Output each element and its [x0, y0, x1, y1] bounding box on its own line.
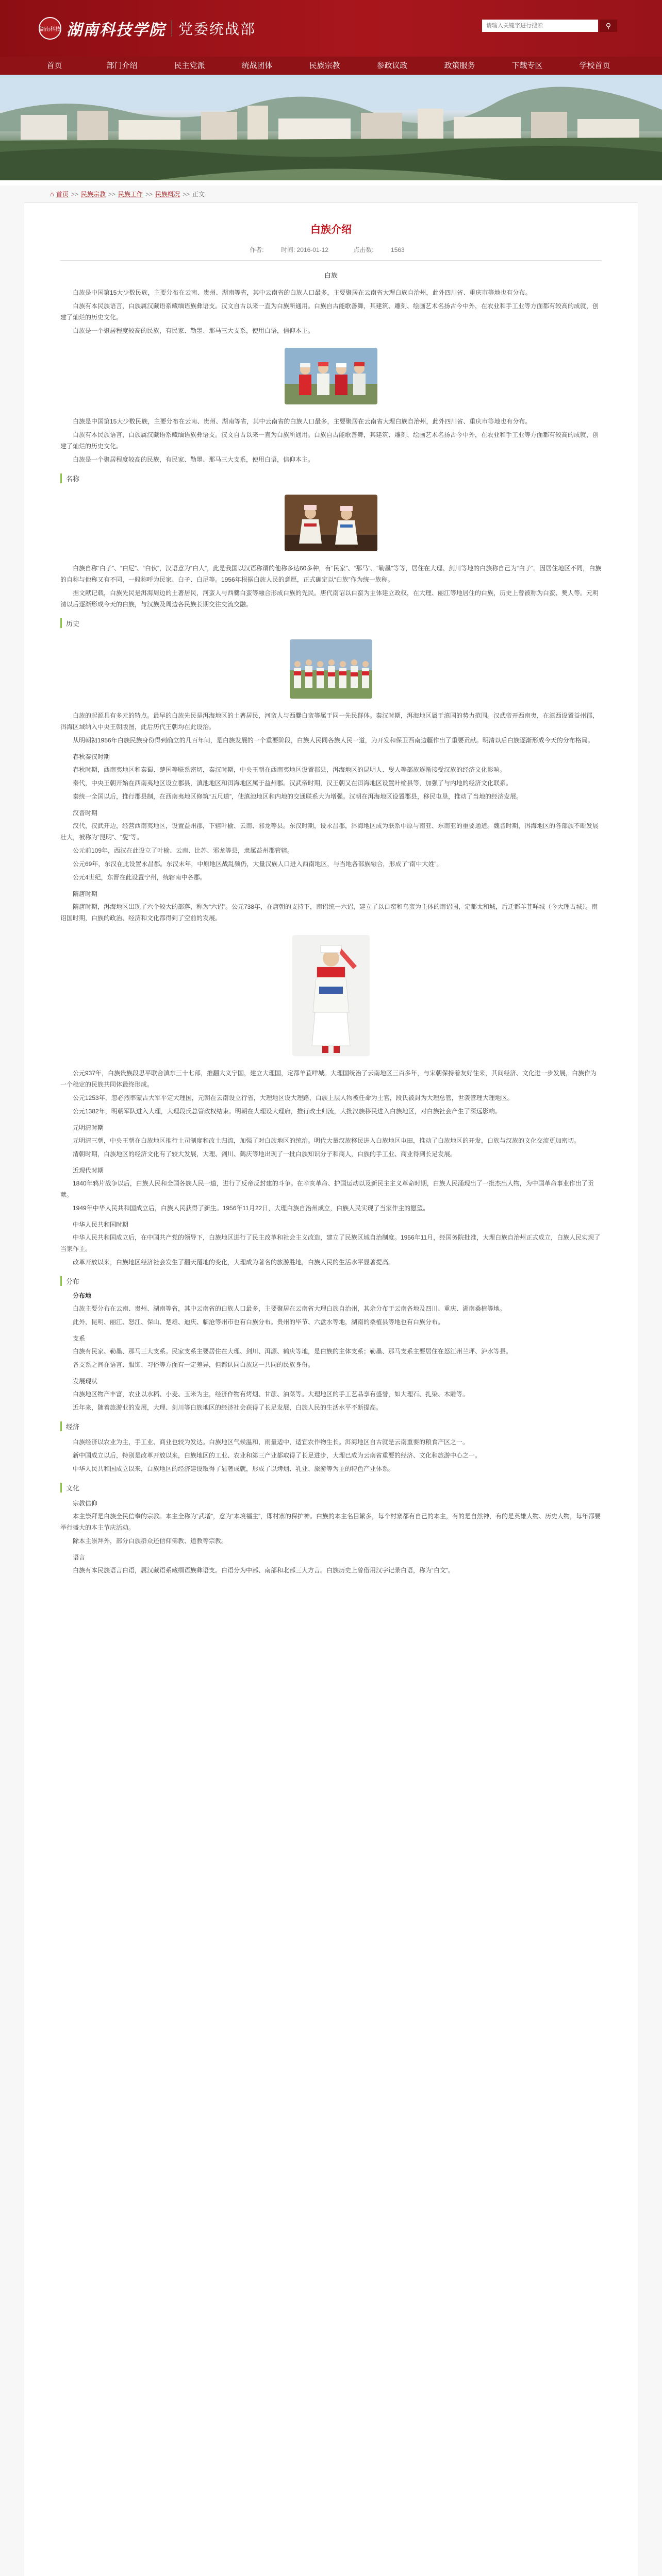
publish-time: 时间: 2016-01-12 — [280, 246, 328, 253]
paragraph: 中华人民共和国成立以来，白族地区的经济建设取得了显著成就，形成了以烤烟、乳业、旅游等为主的特色产业体系。 — [73, 1465, 395, 1472]
section-heading-name: 名称 — [60, 473, 602, 483]
paragraph: 白族是中国第15大少数民族，主要分布在云南、贵州、湖南等省，其中云南省的白族人口最多，主要聚居在云南省大理白族自治州，此外四川省、重庆市等地也有分布。 — [73, 289, 532, 296]
section-heading-economy: 经济 — [60, 1421, 602, 1431]
breadcrumb-ethnic-religion[interactable]: 民族宗教 — [80, 191, 106, 198]
section-heading-culture: 文化 — [60, 1483, 602, 1493]
author-label: 作者: — [250, 246, 264, 253]
nav-item-ethnic-religion[interactable]: 民族宗教 — [309, 61, 340, 70]
paragraph: 白族有民家、勒墨、那马三大支系。民家支系主要居住在大理、剑川、洱源、鹤庆等地，是白族的主体支系；勒墨、那马支系主要居住在怒江州兰坪、泸水等县。 — [73, 1348, 512, 1355]
paragraph: 1949年中华人民共和国成立后，白族人民获得了新生。1956年11月22日，大理白族自治州成立，白族人民实现了当家作主的愿望。 — [73, 1205, 429, 1212]
nav-item-political-participation[interactable]: 参政议政 — [376, 61, 408, 70]
paragraph: 白族的起源具有多元的特点。最早的白族先民是洱海地区的土著居民，河蛮人与西爨白蛮等属于同一先民群体。秦汉时期，洱海地区属于滇国的势力范围。汉武帝开西南夷，在滇西设置益州郡，洱海区域纳入中央王朝版图，此后历代王朝均在此设治。 — [60, 712, 599, 731]
paragraph: 秦统一全国以后，推行郡县制，在西南夷地区修筑“五尺道”，使滇池地区和内地的交通联系大为增强。汉朝在洱海地区设置郡县，移民屯垦，推动了当地的经济发展。 — [73, 793, 522, 800]
paragraph: 白族地区物产丰富，农业以水稻、小麦、玉米为主，经济作物有烤烟、甘蔗、油菜等。大理地区的手工艺品享有盛誉，如大理石、扎染、木雕等。 — [73, 1391, 469, 1398]
paragraph: 新中国成立以后，特别是改革开放以来，白族地区的工业、农业和第三产业都取得了长足进步，大理已成为云南省重要的经济、文化和旅游中心之一。 — [73, 1452, 482, 1459]
paragraph: 清朝时期，白族地区的经济文化有了较大发展，大理、剑川、鹤庆等地出现了一批白族知识分子和商人，白族的手工业、商业得到长足发展。 — [73, 1150, 457, 1158]
paragraph: 汉代，汉武开边，经营西南夷地区，设置益州郡，下辖叶榆、云南、邪龙等县。东汉时期，设永昌郡，洱海地区成为联系中原与南亚、东南亚的重要通道。魏晋时期，洱海地区的各部族不断发展壮大，被称为“昆明”、“叟”等。 — [60, 822, 599, 841]
subsection-heading: 汉晋时期 — [73, 809, 98, 817]
paragraph: 从明朝初1956年白族民族身份得到确立的几百年间，是白族发展的一个重要阶段，白族人民同各族人民一道，为开发和保卫西南边疆作出了重要贡献。明清以后白族逐渐形成今天的分布格局。 — [73, 737, 594, 744]
paragraph: 各支系之间在语言、服饰、习俗等方面有一定差异，但都认同白族这一共同的民族身份。 — [73, 1361, 315, 1368]
section-heading-distribution: 分布 — [60, 1276, 602, 1286]
section-heading-history: 历史 — [60, 618, 602, 628]
paragraph: 据文献记载，白族先民是洱海周边的土著居民，河蛮人与西爨白蛮等融合形成白族的先民。唐代南诏以白蛮为主体建立政权，在大理、丽江等地居住的白族，历史上曾被称为白蛮、僰人等。元明清以后逐渐形成今天的白族，与汉族及周边各民族长期交往交流交融。 — [60, 589, 599, 608]
paragraph: 近年来，随着旅游业的发展，大理、剑川等白族地区的经济社会获得了长足发展，白族人民的生活水平不断提高。 — [73, 1404, 383, 1411]
article-meta — [60, 245, 602, 261]
paragraph: 除本主崇拜外，部分白族群众还信仰佛教、道教等宗教。 — [73, 1537, 228, 1545]
paragraph: 公元1382年，明朝军队进入大理，大理段氏总管政权结束。明朝在大理设大理府，推行改土归流，大批汉族移民进入白族地区，对白族社会产生了深远影响。 — [73, 1108, 501, 1115]
article-title: 白族介绍 — [310, 224, 352, 235]
article — [24, 203, 638, 2576]
paragraph: 公元4世纪，东晋在此设置宁州，统辖南中各郡。 — [73, 874, 206, 881]
dept-name: 党委统战部 — [178, 21, 256, 37]
subsection-heading: 发展现状 — [73, 1378, 98, 1385]
paragraph: 中华人民共和国成立后，在中国共产党的领导下，白族地区进行了民主改革和社会主义改造，建立了民族区域自治制度。1956年11月，经国务院批准，大理白族自治州正式成立，白族人民实现了当家作主。 — [60, 1234, 601, 1252]
breadcrumb-ethnic-work[interactable]: 民族工作 — [118, 191, 143, 198]
paragraph: 公元前109年，西汉在此设立了叶榆、云南、比苏、邪龙等县，隶属益州郡管辖。 — [73, 847, 294, 854]
paragraph: 元明清三朝，中央王朝在白族地区推行土司制度和改土归流，加强了对白族地区的统治。明代大量汉族移民进入白族地区屯田，推动了白族地区的开发，白族与汉族的文化交流更加密切。 — [73, 1137, 581, 1144]
nav-item-school-home[interactable]: 学校首页 — [579, 61, 610, 70]
paragraph: 改革开放以来，白族地区经济社会发生了翻天覆地的变化，大理成为著名的旅游胜地，白族人民的生活水平显著提高。 — [73, 1259, 395, 1266]
breadcrumb-separator: >> — [108, 190, 115, 198]
paragraph: 春秋时期，西南夷地区和秦蜀、楚国等联系密切，秦汉时期，中央王朝在西南夷地区设置郡县，洱海地区的昆明人、叟人等部族逐渐接受汉族的经济文化影响。 — [73, 766, 506, 773]
main-nav — [0, 57, 662, 75]
nav-item-downloads[interactable]: 下载专区 — [511, 61, 543, 70]
nav-item-democratic-parties[interactable]: 民主党派 — [174, 61, 205, 70]
content-area — [0, 185, 662, 2576]
nav-item-dept-intro[interactable]: 部门介绍 — [106, 61, 138, 70]
bai-dance-photo — [285, 495, 377, 551]
breadcrumb-current: 正文 — [192, 191, 205, 198]
breadcrumb-ethnic-overview[interactable]: 民族概况 — [155, 191, 180, 198]
paragraph: 白族是中国第15大少数民族，主要分布在云南、贵州、湖南等省，其中云南省的白族人口最多，主要聚居在云南省大理白族自治州，此外四川省、重庆市等地也有分布。 — [73, 418, 532, 425]
paragraph: 公元1253年，忽必烈率蒙古大军平定大理国，元朝在云南设立行省，大理地区设大理路，白族上层人物被任命为土官，段氏被封为大理总管，世袭管理大理地区。 — [73, 1094, 514, 1101]
home-icon: ⌂ — [50, 190, 54, 198]
nav-item-policy-services[interactable]: 政策服务 — [444, 61, 475, 70]
subsection-heading: 分布地 — [73, 1292, 92, 1299]
breadcrumb-separator: >> — [145, 190, 153, 198]
site-header — [0, 0, 662, 57]
search-input[interactable] — [482, 20, 598, 32]
search-button[interactable] — [600, 20, 617, 32]
bai-festival-photo — [290, 639, 372, 699]
view-count: 点击数: 1563 — [353, 246, 405, 253]
breadcrumb-home[interactable]: 首页 — [56, 191, 69, 198]
subsection-heading: 中华人民共和国时期 — [73, 1221, 129, 1228]
paragraph: 隋唐时期，洱海地区出现了六个较大的部落，称为“六诏”。公元738年，在唐朝的支持下，南诏统一六诏，建立了以白蛮和乌蛮为主体的南诏国，定都太和城，后迁都羊苴咩城（今大理古城）。南诏国时期，白族的政治、经济和文化都得到了空前的发展。 — [60, 903, 598, 922]
subsection-heading: 语言 — [73, 1554, 86, 1561]
subsection-heading: 隋唐时期 — [73, 890, 98, 897]
paragraph: 白族经济以农业为主，手工业、商业也较为发达。白族地区气候温和，雨量适中，适宜农作物生长。洱海地区自古就是云南重要的粮食产区之一。 — [73, 1438, 469, 1446]
school-emblem: 湖南科技 — [39, 17, 61, 40]
site-logo[interactable] — [39, 17, 256, 40]
paragraph: 白族自称“白子”、“白尼”、“白伙”，汉语意为“白人”，此是我国以汉语称谓的他称多达60多种，有“民家”、“那马”、“勒墨”等等，居住在大理、剑川等地的白族称自己为“白子”。因居住地区不同，白族的自称与他称又有不同，一般称呼为民家、白子、白尼等。1956年根据白族人民的意愿，正式确定以“白族”作为统一族称。 — [60, 565, 602, 583]
paragraph: 公元69年，东汉在此设置永昌郡。东汉末年，中原地区战乱频仍，大量汉族人口进入西南地区，与当地各部族融合，形成了“南中大姓”。 — [73, 860, 443, 868]
paragraph: 本主崇拜是白族全民信奉的宗教。本主全称为“武增”，意为“本境福主”，即村寨的保护神。白族的本主名目繁多，每个村寨都有自己的本主，有的是自然神，有的是英雄人物、历史人物，每年都要举行盛大的本主节庆活动。 — [60, 1513, 601, 1531]
search-icon: ⚲ — [605, 21, 611, 30]
paragraph: 白族主要分布在云南、贵州、湖南等省，其中云南省的白族人口最多，主要聚居在云南省大理白族自治州，其余分布于云南各地及四川、重庆、湖南桑植等地。 — [73, 1305, 506, 1312]
paragraph: 秦代，中央王朝开始在西南夷地区设立郡县，滇池地区和洱海地区属于益州郡。汉武帝时期，汉王朝又在洱海地区设置叶榆县等，加强了与内地的经济文化联系。 — [73, 779, 512, 787]
paragraph: 白族是一个聚居程度较高的民族，有民家、勒墨、那马三大支系，使用白语，信仰本主。 — [73, 327, 315, 334]
school-name: 湖南科技学院 — [67, 21, 166, 39]
paragraph: 白族有本民族语言白语，属汉藏语系藏缅语族彝语支。白语分为中部、南部和北部三大方言。白族历史上曾借用汉字记录白语，称为“白文”。 — [73, 1567, 454, 1574]
nav-item-home[interactable]: 首页 — [46, 61, 62, 70]
subsection-heading: 支系 — [73, 1335, 86, 1342]
paragraph: 1840年鸦片战争以后，白族人民和全国各族人民一道，进行了反帝反封建的斗争。在辛亥革命、护国运动以及新民主主义革命时期，白族人民涌现出了一批杰出人物，为中国革命事业作出了贡献。 — [60, 1180, 594, 1198]
paragraph: 白族是一个聚居程度较高的民族，有民家、勒墨、那马三大支系，使用白语，信仰本主。 — [73, 456, 315, 463]
paragraph: 公元937年，白族贵族段思平联合滇东三十七部，推翻大义宁国，建立大理国，定都羊苴咩城。大理国统治了云南地区三百多年，与宋朝保持着友好往来，其间经济、文化进一步发展，白族作为一个稳定的民族共同体最终形成。 — [60, 1070, 597, 1088]
subsection-heading: 春秋秦汉时期 — [73, 753, 110, 760]
bai-woman-portrait-photo — [292, 935, 370, 1056]
breadcrumb-separator: >> — [71, 190, 78, 198]
section-caption: 白族 — [324, 272, 338, 279]
subsection-heading: 近现代时期 — [73, 1167, 104, 1174]
nav-item-united-front-groups[interactable]: 统战团体 — [241, 61, 273, 70]
paragraph: 此外，昆明、丽江、怒江、保山、楚雄、迪庆、临沧等州市也有白族分布。贵州的毕节、六盘水等地，湖南的桑植县等地也有白族分布。 — [73, 1318, 444, 1326]
paragraph: 白族有本民族语言，白族属汉藏语系藏缅语族彝语支。汉文自古以来一直为白族所通用。白族自古能歌善舞，其建筑、雕刻、绘画艺术名扬古今中外，在农业和手工业等方面都有较高的成就，创建了灿烂的历史文化。 — [60, 431, 599, 450]
breadcrumb-separator: >> — [182, 190, 190, 198]
campus-banner-image — [0, 75, 662, 180]
subsection-heading: 元明清时期 — [73, 1124, 104, 1131]
paragraph: 白族有本民族语言，白族属汉藏语系藏缅语族彝语支。汉文自古以来一直为白族所通用。白族自古能歌善舞，其建筑、雕刻、绘画艺术名扬古今中外，在农业和手工业等方面都有较高的成就，创建了灿烂的历史文化。 — [60, 302, 599, 321]
bai-costume-photo — [285, 348, 377, 404]
subsection-heading: 宗教信仰 — [73, 1500, 98, 1507]
breadcrumb — [24, 185, 638, 203]
